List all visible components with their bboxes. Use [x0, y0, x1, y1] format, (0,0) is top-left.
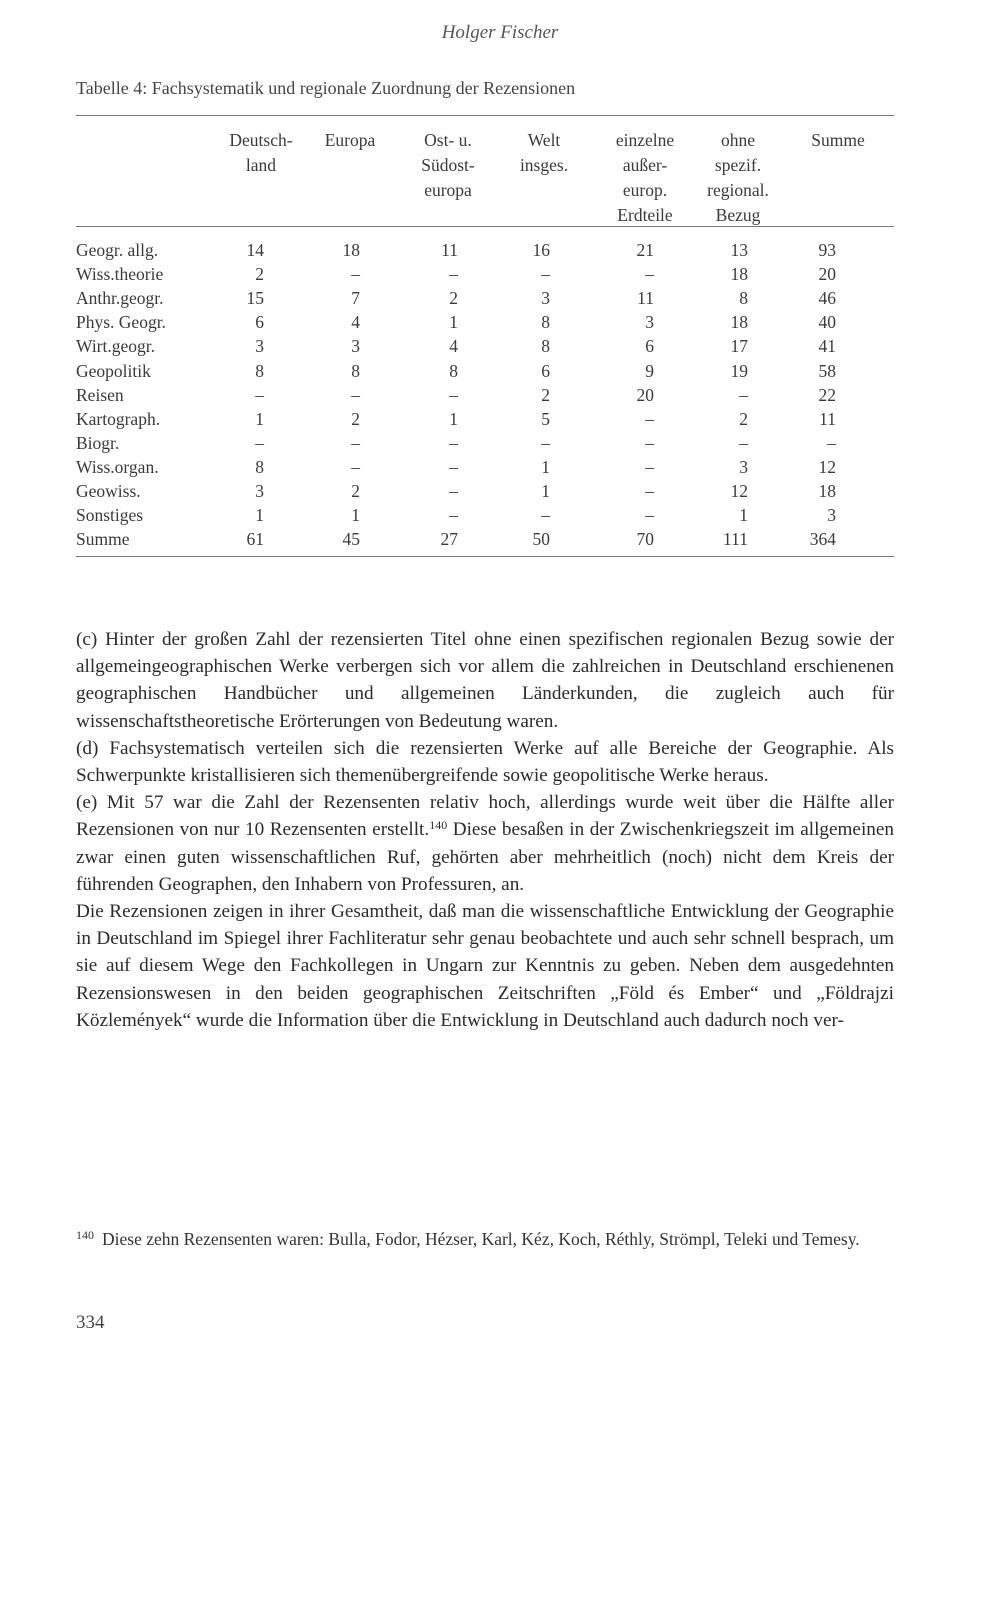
table-cell: 12	[730, 481, 748, 501]
table-cell: 9	[645, 360, 654, 381]
table-cell: –	[449, 384, 458, 405]
table-cell: 3	[645, 312, 654, 333]
table-cell: 11	[637, 288, 654, 309]
table-cell: –	[255, 432, 264, 453]
table-cell: –	[739, 432, 748, 453]
table-row	[76, 503, 894, 528]
row-label: Anthr.geogr.	[76, 288, 164, 309]
table-row	[76, 527, 894, 552]
table-cell: –	[645, 432, 654, 453]
table-cell: 13	[730, 240, 748, 260]
table-cell: 3	[827, 505, 836, 526]
row-label: Geogr. allg.	[76, 240, 159, 260]
table-cell: 14	[246, 240, 264, 260]
table-cell: 8	[739, 288, 748, 309]
col-header-ost-suedosteuropa: Ost- u. Südost- europa	[421, 130, 475, 200]
row-label: Phys. Geogr.	[76, 312, 166, 333]
table-cell: –	[827, 432, 836, 453]
table-cell: –	[449, 456, 458, 477]
table-cell: 1	[541, 481, 550, 501]
table-row	[76, 310, 894, 335]
col-header-welt: Welt insges.	[519, 130, 569, 175]
table-cell: 8	[351, 360, 360, 381]
table-row	[76, 431, 894, 456]
table-cell: 21	[636, 240, 654, 260]
body-text	[76, 626, 894, 1034]
table-cell: 2	[351, 481, 360, 501]
col-header-europa: Europa	[324, 130, 376, 150]
paragraph-e-part-1: (e) Mit 57 war die Zahl der Rezensenten relativ hoch, allerdings wurde weit über die Hälfte aller Rezensionen von nur 10 Rezensenten erstellt.	[76, 792, 894, 841]
table-cell: 41	[818, 336, 836, 357]
table-cell: 46	[818, 288, 836, 309]
table-cell: –	[645, 264, 654, 285]
table-cell: –	[645, 505, 654, 526]
row-label: Summe	[76, 529, 130, 550]
row-label: Geopolitik	[76, 360, 151, 381]
table-cell: 3	[739, 456, 748, 477]
table-cell: 6	[645, 336, 654, 357]
table-cell: –	[449, 481, 458, 501]
table-cell: –	[351, 456, 360, 477]
footnote-number: 140	[76, 1228, 94, 1242]
table-row	[76, 238, 894, 263]
table-cell: 18	[730, 264, 748, 285]
table-row	[76, 455, 894, 480]
col-header-ohne-bezug: ohne spezif. regional. Bezug	[707, 130, 769, 225]
table-cell: 4	[449, 336, 458, 357]
table-cell: 45	[342, 529, 360, 550]
paragraph-d: (d) Fachsystematisch verteilen sich die rezensierten Werke auf alle Bereiche der Geographie. Als Schwerpunkte kristallisieren sich themenübergreifende sowie geopolitische Werke heraus.	[76, 737, 894, 787]
paragraph-e	[76, 789, 894, 898]
table-cell: –	[645, 456, 654, 477]
table-cell: 8	[541, 336, 550, 357]
table-cell: 8	[255, 360, 264, 381]
row-label: Wirt.geogr.	[76, 336, 155, 357]
table-cell: 1	[449, 408, 458, 429]
table-row	[76, 359, 894, 384]
row-label: Wiss.theorie	[76, 264, 164, 285]
table-cell: 15	[246, 288, 264, 309]
footnote-text: Diese zehn Rezensenten waren: Bulla, Fodor, Hézser, Karl, Kéz, Koch, Réthly, Strömpl, Teleki und Temesy.	[102, 1229, 860, 1249]
table-cell: 61	[246, 529, 264, 550]
footnote	[76, 1222, 894, 1252]
running-header: Holger Fischer	[441, 22, 559, 43]
row-label: Sonstiges	[76, 505, 144, 526]
table-cell: 18	[818, 481, 836, 501]
table-cell: 27	[440, 529, 458, 550]
table-row	[76, 262, 894, 287]
table-cell: 11	[819, 408, 836, 429]
table-cell: –	[645, 408, 654, 429]
table-cell: 1	[449, 312, 458, 333]
table-cell: 20	[636, 384, 654, 405]
table-cell: 17	[730, 336, 748, 357]
table-cell: 8	[449, 360, 458, 381]
table-cell: 58	[818, 360, 836, 381]
table-cell: –	[449, 264, 458, 285]
col-header-aussereuropa: einzelne außer- europ. Erdteile	[615, 130, 675, 225]
table-cell: 22	[818, 384, 836, 405]
col-header-summe: Summe	[811, 130, 865, 150]
table-cell: 8	[255, 456, 264, 477]
table-cell: 3	[255, 336, 264, 357]
paragraph-e-part-2: Diese besaßen in der Zwischenkriegszeit im allgemeinen zwar einen guten wissenschaftlichen Ruf, gehörten aber mehrheitlich (noch) nicht dem Kreis der führenden Geographen, den Inhabern von Professuren, an.	[76, 819, 894, 895]
table-cell: 111	[723, 529, 748, 550]
table-cell: 3	[255, 481, 264, 501]
table-cell: –	[541, 264, 550, 285]
table-row	[76, 286, 894, 311]
page-number: 334	[76, 1312, 105, 1333]
table-cell: –	[645, 481, 654, 501]
table-cell: 7	[351, 288, 360, 309]
table-cell: 6	[541, 360, 550, 381]
table-cell: 5	[541, 408, 550, 429]
table-cell: 2	[449, 288, 458, 309]
paragraph-c: (c) Hinter der großen Zahl der rezensierten Titel ohne einen spezifischen regionalen Bezug sowie der allgemeingeographischen Werke verbergen sich vor allem die zahlreichen in Deutschland erschienenen geographischen Handbücher und allgemeinen Länderkunden, die zugleich auch für wissenschaftstheoretische Erörterungen von Bedeutung waren.	[76, 629, 894, 732]
table-row	[76, 383, 894, 408]
table-bottom-rule	[76, 556, 894, 557]
table-cell: –	[351, 384, 360, 405]
table-cell: 2	[739, 408, 748, 429]
table-cell: –	[739, 384, 748, 405]
table-cell: 6	[255, 312, 264, 333]
table-cell: 1	[255, 505, 264, 526]
table-cell: –	[449, 505, 458, 526]
table-cell: 20	[818, 264, 836, 285]
table-cell: 8	[541, 312, 550, 333]
col-header-deutschland: Deutsch- land	[229, 130, 293, 175]
table-cell: –	[351, 432, 360, 453]
table-cell: 2	[351, 408, 360, 429]
table-cell: 4	[351, 312, 360, 333]
table-cell: 16	[532, 240, 550, 260]
table-cell: 2	[541, 384, 550, 405]
table-cell: –	[449, 432, 458, 453]
table-row	[76, 479, 894, 504]
table-row	[76, 334, 894, 359]
table-row	[76, 407, 894, 432]
table-cell: 12	[818, 456, 836, 477]
table-cell: 1	[351, 505, 360, 526]
table-cell: 50	[532, 529, 550, 550]
table-cell: –	[255, 384, 264, 405]
table-cell: 19	[730, 360, 748, 381]
footnote-reference: 140	[429, 818, 448, 833]
row-label: Reisen	[76, 384, 124, 405]
paragraph-f: Die Rezensionen zeigen in ihrer Gesamtheit, daß man die wissenschaftliche Entwicklung der Geographie in Deutschland im Spiegel ihrer Fachliteratur sehr genau beobachtete und auch sehr schnell besprach, um sie auf diesem Wege den Fachkollegen in Ungarn zur Kenntnis zu geben. Neben dem ausgedehnten Rezensionswesen in den beiden geographischen Zeitschriften „Föld és Ember“ und „Földrajzi Közlemények“ wurde die Information über die Entwicklung in Deutschland auch dadurch noch ver-	[76, 901, 894, 1031]
table-cell: 3	[351, 336, 360, 357]
row-label: Wiss.organ.	[76, 456, 159, 477]
table-caption: Tabelle 4: Fachsystematik und regionale Zuordnung der Rezensionen	[76, 78, 576, 98]
row-label: Biogr.	[76, 432, 120, 453]
table-cell: 1	[541, 456, 550, 477]
table-cell: 18	[342, 240, 360, 260]
table-cell: 364	[809, 529, 836, 550]
row-label: Geowiss.	[76, 481, 141, 501]
table-cell: 11	[441, 240, 458, 260]
table-cell: 18	[730, 312, 748, 333]
table-cell: –	[541, 505, 550, 526]
table-cell: 40	[818, 312, 836, 333]
table-cell: 93	[818, 240, 836, 260]
table-cell: 3	[541, 288, 550, 309]
table-cell: –	[351, 264, 360, 285]
table-top-rule	[76, 115, 894, 116]
table-cell: –	[541, 432, 550, 453]
table-cell: 1	[255, 408, 264, 429]
table-cell: 70	[636, 529, 654, 550]
table-cell: 2	[255, 264, 264, 285]
row-label: Kartograph.	[76, 408, 161, 429]
table-cell: 1	[739, 505, 748, 526]
